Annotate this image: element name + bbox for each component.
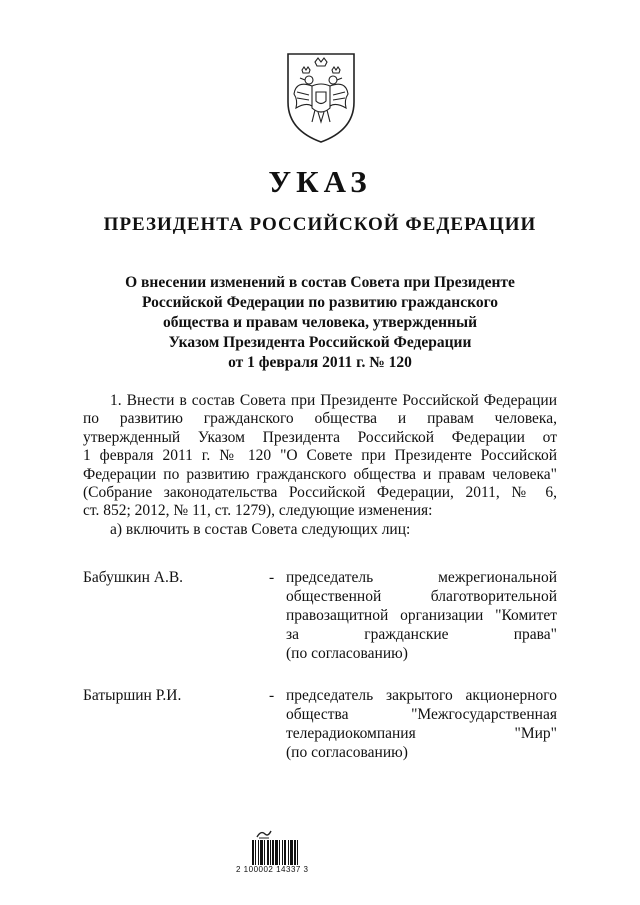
barcode-bar — [297, 840, 298, 865]
description-line: общественной благотворительной — [286, 588, 557, 605]
decree-subject — [60, 273, 580, 373]
body-line: (Собрание законодательства Российской Федерации, 2011, № 6, — [83, 484, 557, 502]
description-line: председатель закрытого акционерного — [286, 687, 557, 704]
description-line: правозащитной организации "Комитет — [286, 607, 557, 624]
body-line: а) включить в состав Совета следующих лиц: — [110, 520, 411, 538]
description-line: телерадиокомпания "Мир" — [286, 725, 557, 742]
subject-line: от 1 февраля 2011 г. № 120 — [228, 354, 412, 371]
barcode-bar — [282, 840, 283, 865]
barcode-bar — [294, 840, 296, 865]
body-line: утвержденный Указом Президента Российской Федерации от — [83, 428, 557, 446]
subject-line: Российской Федерации по развитию гражданского — [141, 294, 498, 311]
member-name: Бабушкин А.В. — [83, 569, 184, 586]
body-line: 1. Внести в состав Совета при Президенте Российской Федерации — [110, 392, 557, 409]
description-line: общества "Межгосударственная — [286, 706, 557, 723]
barcode-bar — [252, 840, 254, 865]
printer-mark-icon — [256, 828, 272, 839]
barcode-bar — [279, 840, 280, 865]
body-line: ст. 852; 2012, № 11, ст. 1279), следующие изменения: — [83, 502, 433, 520]
description-line: (по согласованию) — [286, 645, 408, 662]
barcode-bar — [258, 840, 259, 865]
member-name: Батыршин Р.И. — [83, 687, 182, 704]
barcode-bar — [284, 840, 286, 865]
issuer-title: ПРЕЗИДЕНТА РОССИЙСКОЙ ФЕДЕРАЦИИ — [103, 214, 537, 235]
description-line: (по согласованию) — [286, 744, 408, 761]
barcode-bar — [260, 840, 263, 865]
body-line: Федерации по развитию гражданского общества и правам человека" — [83, 465, 557, 483]
body-line: 1 февраля 2011 г. № 120 "О Совете при Президенте Российской — [83, 447, 557, 465]
barcode-bar — [267, 840, 269, 865]
barcode-bar — [264, 840, 265, 865]
barcode-number: 2 100002 14337 3 — [236, 865, 309, 874]
barcode-bar — [290, 840, 293, 865]
member-description — [286, 568, 557, 663]
subject-line: Указом Президента Российской Федерации — [168, 334, 472, 351]
barcode-icon — [252, 840, 312, 865]
document-type-title: УКАЗ — [268, 164, 372, 199]
barcode-bar — [275, 840, 278, 865]
russian-coat-of-arms-icon — [282, 50, 360, 146]
member-description — [286, 686, 557, 762]
barcode-bar — [288, 840, 289, 865]
member-dash: - — [269, 687, 275, 704]
barcode-bar — [272, 840, 274, 865]
description-line: председатель межрегиональной — [286, 569, 557, 586]
description-line: за гражданские права" — [286, 626, 557, 643]
barcode-bar — [255, 840, 256, 865]
subject-line: общества и правам человека, утвержденный — [162, 314, 478, 331]
member-dash: - — [269, 569, 275, 586]
body-line: по развитию гражданского общества и правам человека, — [83, 410, 557, 428]
subject-line: О внесении изменений в состав Совета при Президенте — [125, 274, 515, 291]
barcode-block — [236, 828, 316, 880]
decree-body — [83, 392, 557, 539]
barcode-bar — [270, 840, 271, 865]
